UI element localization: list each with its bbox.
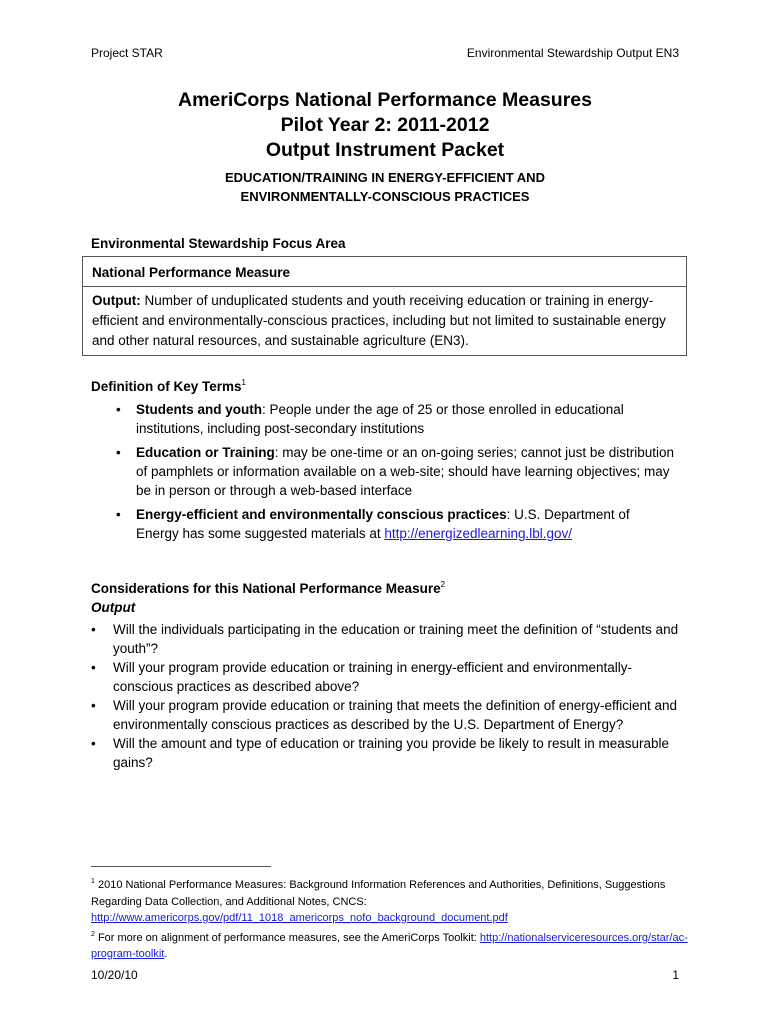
- page-number: 1: [672, 968, 679, 982]
- considerations-heading: [91, 580, 445, 596]
- measure-output-row: [83, 287, 686, 355]
- term: Students and youth: [136, 402, 262, 417]
- list-item: • Will the amount and type of education or training you provide be likely to result in measurable gains?: [113, 734, 688, 772]
- considerations-title: Considerations for this National Performance Measure: [91, 581, 441, 596]
- footer-date: 10/20/10: [91, 968, 138, 982]
- footnote-ref-1[interactable]: 1: [241, 378, 246, 387]
- header-left: Project STAR: [91, 46, 163, 60]
- packet-title: Output Instrument Packet: [265, 139, 505, 161]
- considerations-list: [113, 620, 688, 772]
- definitions-heading: [91, 378, 246, 394]
- title-block: [0, 88, 770, 206]
- footnote-number: 2: [91, 930, 95, 938]
- page-footer: [91, 968, 679, 982]
- americorps-pdf-link[interactable]: http://www.americorps.gov/pdf/11_1018_americorps_nofo_background_document.pdf: [91, 912, 508, 924]
- header-right: Environmental Stewardship Output EN3: [466, 46, 679, 60]
- definitions-title: Definition of Key Terms: [91, 379, 242, 394]
- subtitle: [0, 168, 770, 206]
- energized-learning-link[interactable]: http://energizedlearning.lbl.gov/: [384, 526, 573, 541]
- footnote-divider: [91, 866, 271, 867]
- list-item: • Will the individuals participating in the education or training meet the definition of “students and youth”?: [113, 620, 688, 658]
- performance-measure-table: [82, 256, 687, 356]
- output-text: Number of unduplicated students and youth receiving education or training in energy-efficient and environmentally-conscious practices, including but not limited to sustainable energy and other natural resources, and sustainable agriculture (EN3).: [92, 293, 666, 348]
- list-item: [136, 505, 676, 543]
- term: Education or Training: [136, 445, 275, 460]
- running-header: [91, 46, 679, 60]
- footnote-text: 2010 National Performance Measures: Background Information References and Authorities, Definitions, Suggestions Regarding Data Collection, and Additional Notes, CNCS:: [91, 879, 666, 908]
- term-definition: : may be one-time or an on-going series; cannot just be distribution of pamphlets or information available on a web-site; should have learning objectives; may be in person or through a web-based interface: [136, 445, 674, 498]
- footnote-2: [91, 927, 691, 963]
- focus-area-heading: Environmental Stewardship Focus Area: [91, 236, 346, 251]
- measure-table-header: National Performance Measure: [83, 257, 686, 287]
- toolkit-link[interactable]: http://nationalserviceresources.org/star/ac-program-toolkit: [91, 931, 688, 960]
- footnote-trailing: .: [164, 948, 168, 960]
- subtitle-line-1: EDUCATION/TRAINING IN ENERGY-EFFICIENT AND: [225, 170, 545, 185]
- footnote-number: 1: [91, 878, 95, 885]
- footnotes: [91, 874, 691, 963]
- output-label: Output:: [92, 293, 141, 308]
- term-definition: : U.S. Department of Energy has some suggested materials at: [136, 507, 630, 541]
- pilot-year: Pilot Year 2: 2011-2012: [280, 114, 490, 136]
- term-definition: : People under the age of 25 or those enrolled in educational institutions, including post-secondary institutions: [136, 402, 624, 436]
- footnote-text: For more on alignment of performance measures, see the AmeriCorps Toolkit:: [94, 931, 480, 944]
- output-subheading: Output: [91, 600, 136, 615]
- definitions-list: [136, 400, 676, 548]
- list-item: [136, 400, 676, 438]
- footnote-ref-2[interactable]: 2: [440, 580, 446, 589]
- subtitle-line-2: ENVIRONMENTALLY-CONSCIOUS PRACTICES: [240, 189, 530, 204]
- list-item: • Will your program provide education or training that meets the definition of energy-efficient and environmentally conscious practices as described by the U.S. Department of Energy?: [113, 696, 688, 734]
- page-title: AmeriCorps National Performance Measures: [178, 89, 592, 111]
- footnote-1: [91, 874, 691, 927]
- list-item: • Will your program provide education or training in energy-efficient and environmentally-conscious practices as described above?: [113, 658, 688, 696]
- list-item: [136, 443, 676, 500]
- term: Energy-efficient and environmentally conscious practices: [136, 507, 507, 522]
